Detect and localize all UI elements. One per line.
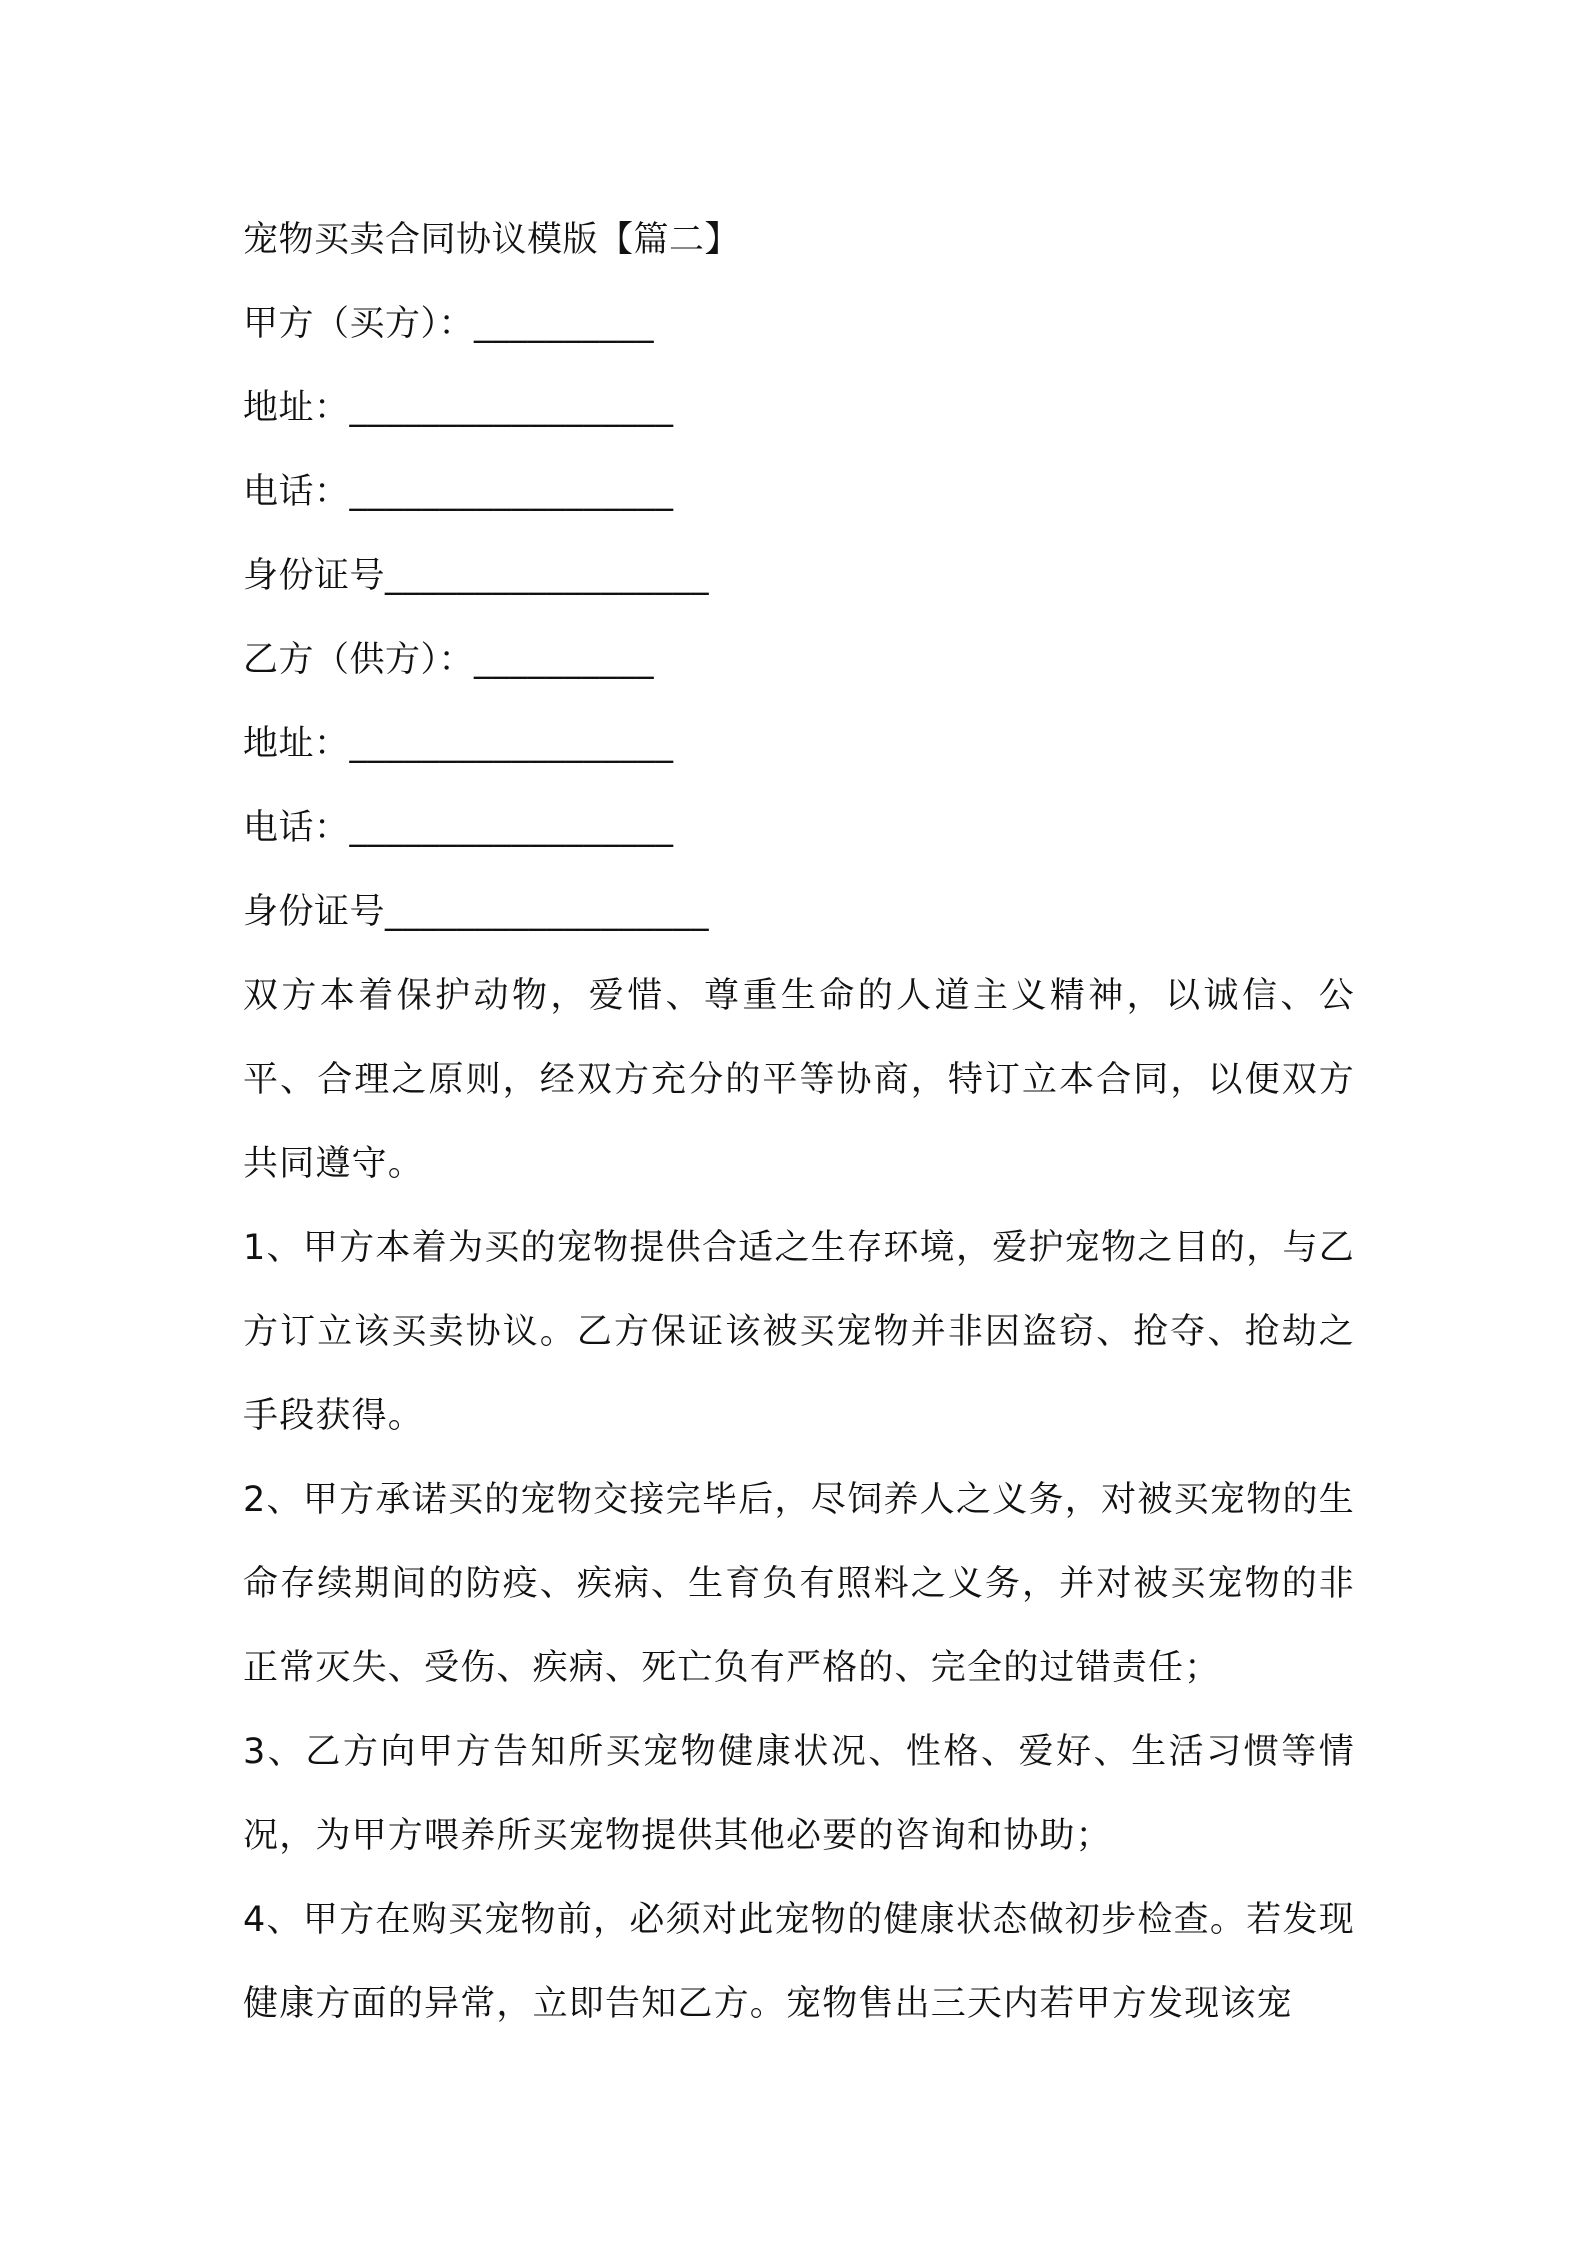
party-b-phone-field: 电话：__________________ (243, 808, 674, 848)
clause-1-paragraph: 1、甲方本着为买的宠物提供合适之生存环境，爱护宠物之目的，与乙方订立该买卖协议。乙方保证该被买宠物并非因盗窃、抢夺、抢劫之手段获得。 (243, 1228, 1355, 1436)
clause-2-paragraph: 2、甲方承诺买的宠物交接完毕后，尽饲养人之义务，对被买宠物的生命存续期间的防疫、疾病、生育负有照料之义务，并对被买宠物的非正常灭失、受伤、疾病、死亡负有严格的、完全的过错责任； (243, 1480, 1355, 1688)
preamble-paragraph: 双方本着保护动物，爱惜、尊重生命的人道主义精神，以诚信、公平、合理之原则，经双方充分的平等协商，特订立本合同，以便双方共同遵守。 (243, 976, 1355, 1184)
party-b-address-field: 地址：__________________ (243, 724, 674, 764)
party-a-address-field: 地址：__________________ (243, 388, 674, 428)
party-b-name-field: 乙方（供方）：__________ (243, 640, 655, 680)
party-b-id-field: 身份证号__________________ (243, 892, 710, 932)
party-a-id-field: 身份证号__________________ (243, 556, 710, 596)
document-title: 宠物买卖合同协议模版【篇二】 (243, 220, 741, 260)
clause-4-paragraph: 4、甲方在购买宠物前，必须对此宠物的健康状态做初步检查。若发现健康方面的异常，立即告知乙方。宠物售出三天内若甲方发现该宠 (243, 1900, 1355, 2024)
party-a-phone-field: 电话：__________________ (243, 472, 674, 512)
clause-3-paragraph: 3、乙方向甲方告知所买宠物健康状况、性格、爱好、生活习惯等情况，为甲方喂养所买宠物提供其他必要的咨询和协助； (243, 1732, 1355, 1856)
party-a-name-field: 甲方（买方）：__________ (243, 304, 655, 344)
document-body (243, 198, 1355, 2046)
